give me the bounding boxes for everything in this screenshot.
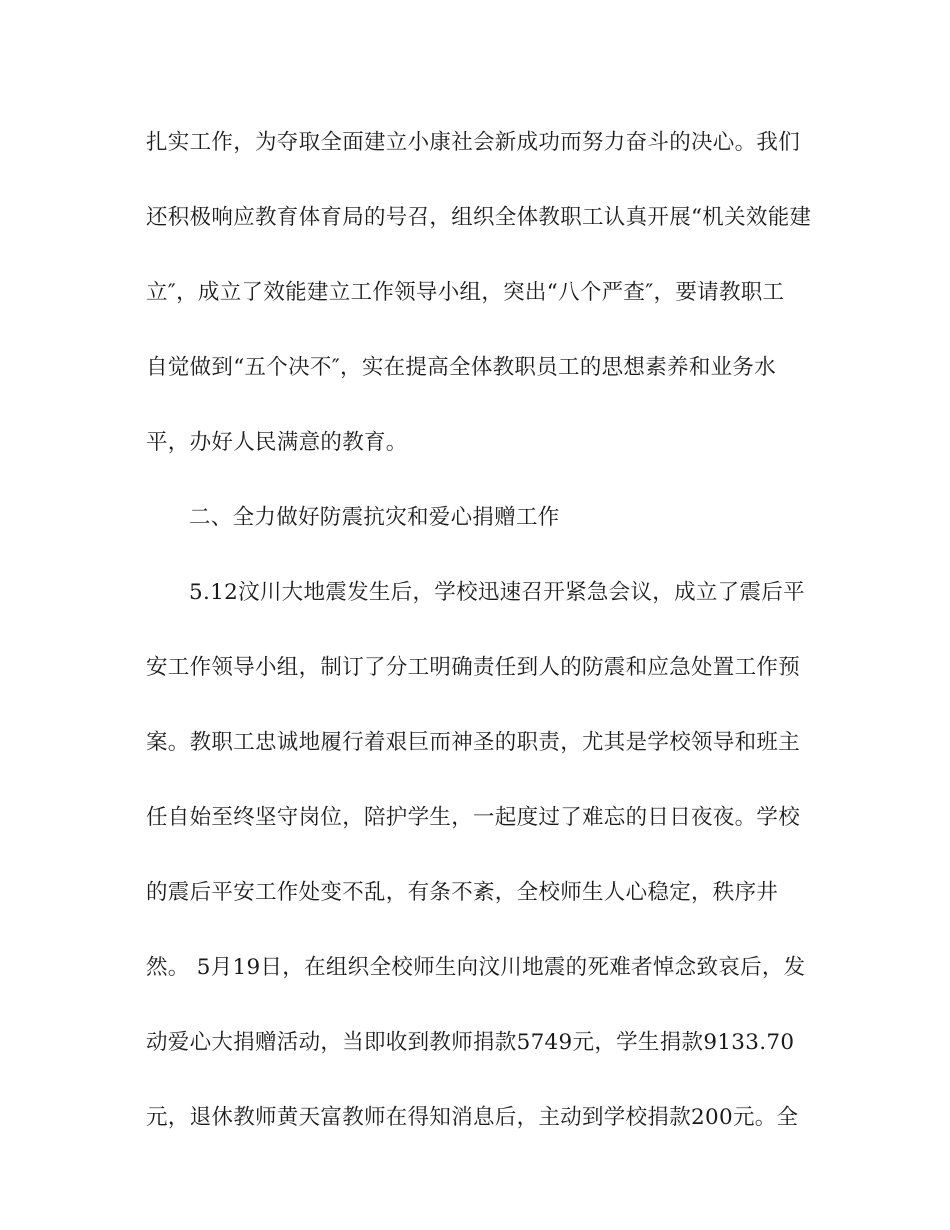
paragraph-line: 平，办好人民满意的教育。 [146,430,408,455]
paragraph-line: 扎实工作，为夺取全面建立小康社会新成功而努力奋斗的决心。我们 [146,130,801,155]
paragraph-line: 安工作领导小组，制订了分工明确责任到人的防震和应急处置工作预 [146,655,801,680]
paragraph-line: 立″，成立了效能建立工作领导小组，突出“八个严查″，要请教职工 [146,280,785,305]
paragraph-line: 案。教职工忠诚地履行着艰巨而神圣的职责，尤其是学校领导和班主 [146,730,801,755]
paragraph-line: 元，退休教师黄天富教师在得知消息后，主动到学校捐款200元。全 [146,1105,799,1130]
paragraph-line: 任自始至终坚守岗位，陪护学生，一起度过了难忘的日日夜夜。学校 [146,805,801,830]
paragraph-line: 的震后平安工作处变不乱，有条不紊，全校师生人心稳定，秩序井 [146,880,779,905]
paragraph-line: 然。 5月19日，在组织全校师生向汶川地震的死难者悼念致哀后，发 [146,955,806,980]
paragraph-line: 自觉做到“五个决不″，实在提高全体教职员工的思想素养和业务水 [146,355,777,380]
paragraph-line: 5.12汶川大地震发生后，学校迅速召开紧急会议，成立了震后平 [189,580,805,605]
section-heading: 二、全力做好防震抗灾和爱心捐赠工作 [189,505,560,530]
paragraph-line: 动爱心大捐赠活动，当即收到教师捐款5749元，学生捐款9133.70 [146,1030,795,1055]
paragraph-line: 还积极响应教育体育局的号召，组织全体教职工认真开展“机关效能建 [146,205,812,230]
